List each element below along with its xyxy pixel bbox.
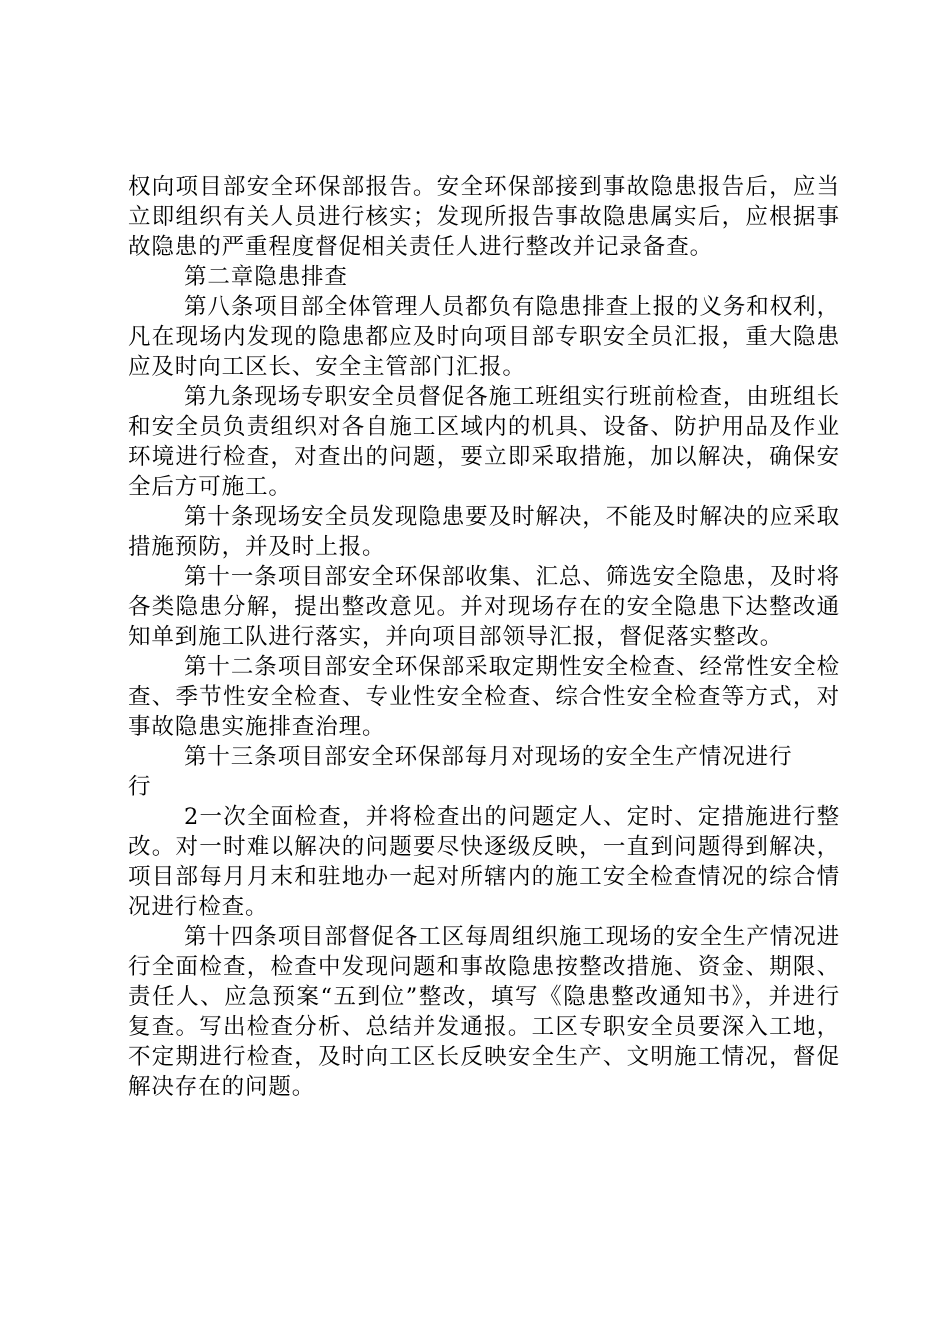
article-11: 第十一条项目部安全环保部收集、汇总、筛选安全隐患，及时将各类隐患分解，提出整改意见。并对现场存在的安全隐患下达整改通知单到施工队进行落实，并向项目部领导汇报，督促落实整改。 (128, 564, 840, 650)
article-10: 第十条现场安全员发现隐患要及时解决，不能及时解决的应采取措施预防，并及时上报。 (128, 504, 840, 560)
article-14: 第十四条项目部督促各工区每周组织施工现场的安全生产情况进行全面检查，检查中发现问题和事故隐患按整改措施、资金、期限、责任人、应急预案“五到位”整改，填写《隐患整改通知书》，并进行复查。写出检查分析、总结并发通报。工区专职安全员要深入工地，不定期进行检查，及时向工区长反映安全生产、文明施工情况，督促解决存在的问题。 (128, 924, 840, 1100)
article-13: 第十三条项目部安全环保部每月对现场的安全生产情况进行 (184, 744, 793, 770)
article-9: 第九条现场专职安全员督促各施工班组实行班前检查，由班组长和安全员负责组织对各自施工区域内的机具、设备、防护用品及作业环境进行检查，对查出的问题，要立即采取措施，加以解决，确保安全后方可施工。 (128, 384, 840, 500)
article-13-detail: 2一次全面检查，并将检查出的问题定人、定时、定措施进行整改。对一时难以解决的问题要尽快逐级反映，一直到问题得到解决，项目部每月月末和驻地办一起对所辖内的施工安全检查情况的综合情况进行检查。 (128, 804, 840, 920)
paragraph-report-verification: 权向项目部安全环保部报告。安全环保部接到事故隐患报告后，应当立即组织有关人员进行核实；发现所报告事故隐患属实后，应根据事故隐患的严重程度督促相关责任人进行整改并记录备查。 (128, 174, 840, 260)
article-12: 第十二条项目部安全环保部采取定期性安全检查、经常性安全检查、季节性安全检查、专业性安全检查、综合性安全检查等方式，对事故隐患实施排查治理。 (128, 654, 840, 740)
article-8: 第八条项目部全体管理人员都负有隐患排查上报的义务和权利，凡在现场内发现的隐患都应及时向项目部专职安全员汇报，重大隐患应及时向工区长、安全主管部门汇报。 (128, 294, 840, 380)
chapter-heading: 第二章隐患排查 (184, 264, 348, 290)
document-body (128, 172, 840, 1102)
article-13-continuation: 行 (128, 774, 152, 800)
